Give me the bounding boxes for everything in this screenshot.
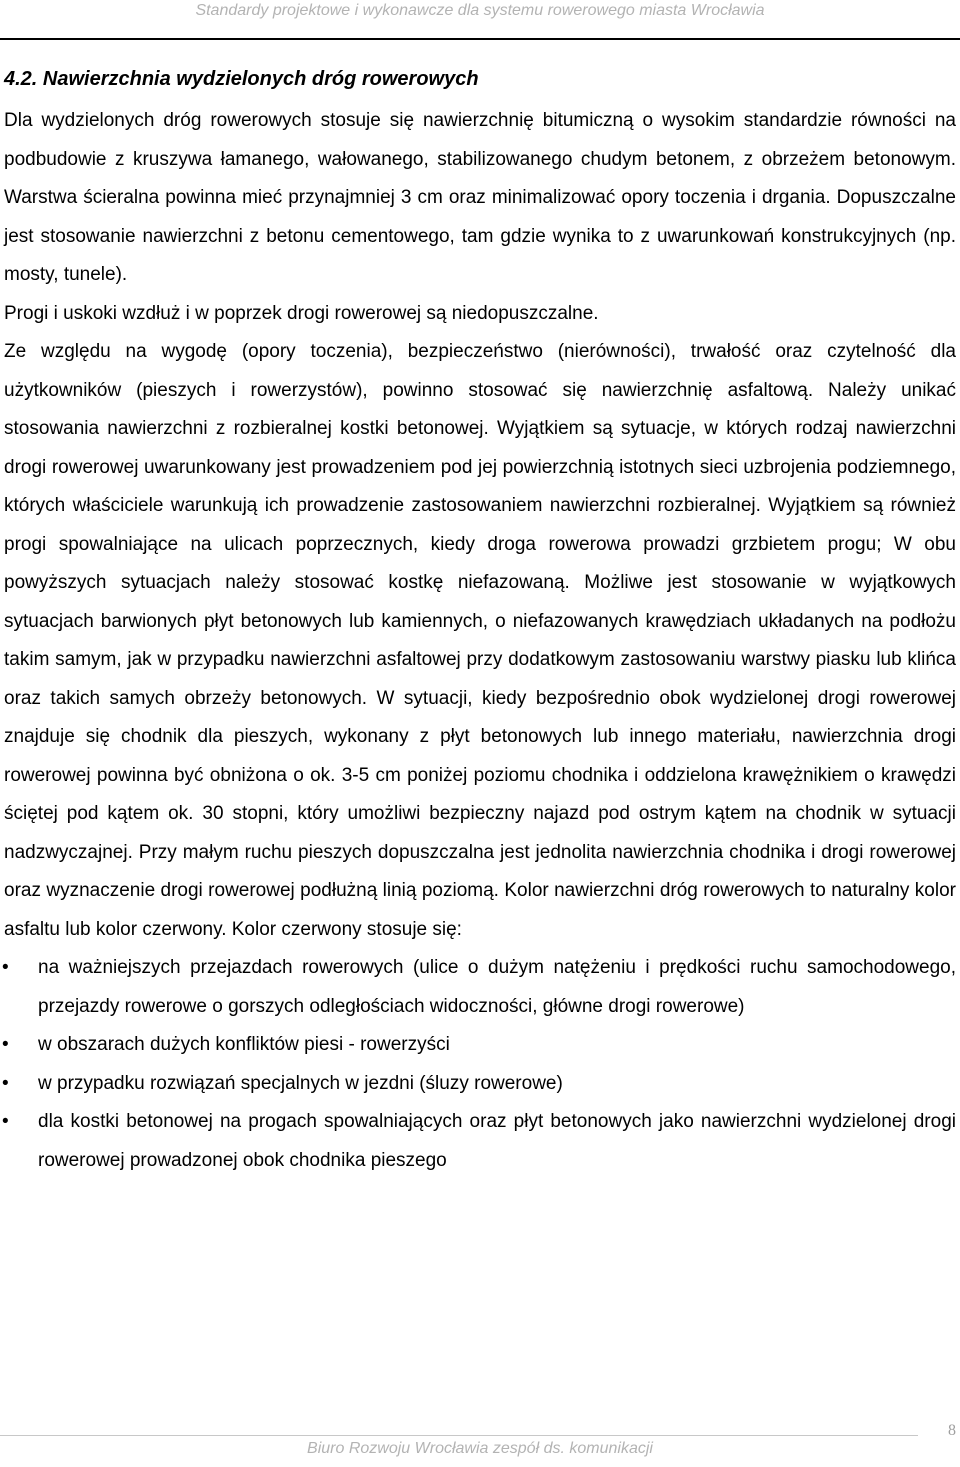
bullet-icon: • xyxy=(2,1111,9,1132)
paragraph-surface-standard: Dla wydzielonych dróg rowerowych stosuje się nawierzchnię bitumiczną o wysokim standardzie równości na podbudowie z kruszywa łamanego, wałowanego, stabilizowanego chudym betonem, z obrzeżem betonowym. Warstwa ścieralna powinna mieć przynajmniej 3 cm oraz minimalizować opory toczenia i drgania. Dopuszczalne jest stosowanie nawierzchni z betonu cementowego, tam gdzie wynika to z uwarunkowań konstrukcyjnych (np. mosty, tunele). xyxy=(4,110,956,285)
running-header: Standardy projektowe i wykonawcze dla systemu rowerowego miasta Wrocławia xyxy=(195,2,765,19)
list-item-text: dla kostki betonowej na progach spowalniających oraz płyt betonowych jako nawierzchni wydzielonej drogi rowerowej prowadzonej obok chodnika pieszego xyxy=(38,1111,956,1171)
list-item xyxy=(4,1065,956,1104)
list-item-text: w przypadku rozwiązań specjalnych w jezdni (śluzy rowerowe) xyxy=(38,1072,563,1094)
list-item-text: w obszarach dużych konfliktów piesi - rowerzyści xyxy=(38,1034,450,1055)
list-item xyxy=(4,1103,956,1180)
header-divider xyxy=(0,38,960,40)
list-item xyxy=(4,1026,956,1065)
running-footer: Biuro Rozwoju Wrocławia zespół ds. komunikacji xyxy=(307,1440,653,1457)
paragraph-asphalt-recommendation: Ze względu na wygodę (opory toczenia), bezpieczeństwo (nierówności), trwałość oraz czytelność dla użytkowników (pieszych i rowerzystów), powinno stosować się nawierzchnię asfaltową. Należy unikać stosowania nawierzchni z rozbieralnej kostki betonowej. Wyjątkiem są sytuacje, w których rodzaj nawierzchni drogi rowerowej uwarunkowany jest prowadzeniem pod jej powierzchnią istotnych sieci uzbrojenia podziemnego, których właściciele warunkują ich prowadzenie zastosowaniem nawierzchni rozbieralnej. Wyjątkiem są również progi spowalniające na ulicach poprzecznych, kiedy droga rowerowa prowadzi grzbietem progu; W obu powyższych sytuacjach należy stosować kostkę niefazowaną. Możliwe jest stosowanie w wyjątkowych sytuacjach barwionych płyt betonowych lub kamiennych, o niefazowanych krawędziach układanych na podłożu takim samym, jak w przypadku nawierzchni asfaltowej przy dodatkowym zastosowaniu warstwy piasku lub klińca oraz takich samych obrzeży betonowych. W sytuacji, kiedy bezpośrednio obok wydzielonej drogi rowerowej znajduje się chodnik dla pieszych, wykonany z płyt betonowych lub innego materiału, nawierzchnia drogi rowerowej powinna być obniżona o ok. 3-5 cm poniżej poziomu chodnika i oddzielona krawężnikiem o krawędzi ściętej pod kątem ok. 30 stopni, który umożliwi bezpieczny najazd pod ostrym kątem na chodnik w sytuacji nadzwyczajnej. Przy małym ruchu pieszych dopuszczalna jest jednolita nawierzchnia chodnika i drogi rowerowej oraz wyznaczenie drogi rowerowej podłużną linią poziomą. Kolor nawierzchni dróg rowerowych to naturalny kolor asfaltu lub kolor czerwony. Kolor czerwony stosuje się: xyxy=(4,341,956,940)
paragraph-thresholds: Progi i uskoki wzdłuż i w poprzek drogi rowerowej są niedopuszczalne. xyxy=(4,302,599,324)
bullet-icon: • xyxy=(2,1072,9,1094)
list-item xyxy=(4,949,956,1026)
list-item-text: na ważniejszych przejazdach rowerowych (ulice o dużym natężeniu i prędkości ruchu samochodowego, przejazdy rowerowe o gorszych odległościach widoczności, główne drogi rowerowe) xyxy=(38,957,956,1017)
bullet-icon: • xyxy=(2,957,9,978)
body-content xyxy=(4,102,956,1180)
page-number: 8 xyxy=(948,1422,956,1439)
bullet-icon: • xyxy=(2,1034,9,1055)
footer-divider xyxy=(0,1435,918,1436)
section-heading: 4.2. Nawierzchnia wydzielonych dróg rowerowych xyxy=(4,68,479,90)
red-color-usage-list xyxy=(4,949,956,1180)
